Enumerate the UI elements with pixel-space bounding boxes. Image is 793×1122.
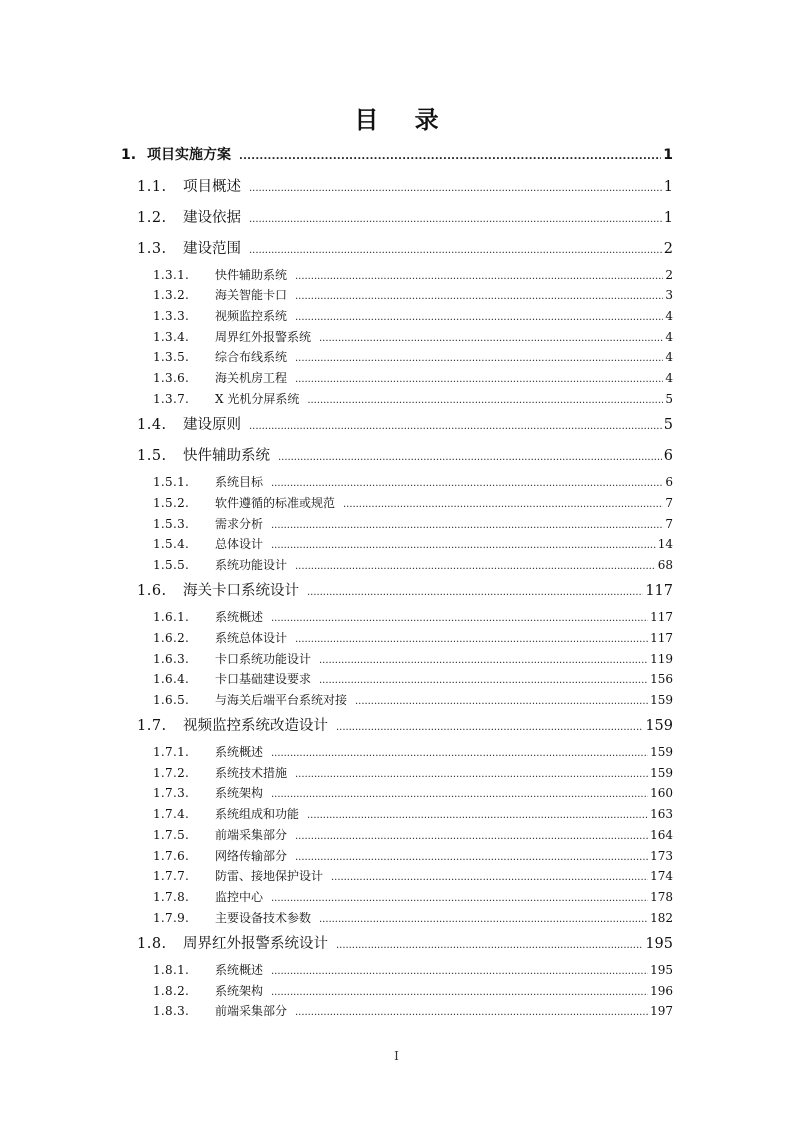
toc-entry-level-2[interactable] xyxy=(137,238,673,260)
toc-entry-level-3[interactable] xyxy=(153,886,673,908)
dot-leader xyxy=(249,207,662,229)
page-number-footer: I xyxy=(394,1049,399,1063)
toc-entry-title: 总体设计 xyxy=(215,537,264,551)
toc-entry-title: 网络传输部分 xyxy=(215,849,288,863)
toc-entry-level-2[interactable] xyxy=(137,580,673,602)
dot-leader xyxy=(271,886,648,908)
toc-entry-title: 快件辅助系统 xyxy=(183,448,270,464)
toc-entry-level-3[interactable] xyxy=(153,668,673,690)
toc-entry-level-3[interactable] xyxy=(153,865,673,887)
toc-entry-page-number: 159 xyxy=(645,718,673,734)
toc-entry-page-number: 178 xyxy=(650,890,673,904)
toc-entry-number: 1.7.8. xyxy=(153,890,190,904)
dot-leader xyxy=(271,959,648,981)
toc-entry-title: 前端采集部分 xyxy=(215,828,288,842)
toc-entry-number: 1.8.1. xyxy=(153,963,190,977)
toc-entry-number: 1.8.2. xyxy=(153,984,190,998)
dot-leader xyxy=(307,388,663,410)
toc-entry-level-2[interactable] xyxy=(137,715,673,737)
toc-entry-page-number: 156 xyxy=(650,672,673,686)
dot-leader xyxy=(271,513,663,535)
toc-entry-title: 海关卡口系统设计 xyxy=(183,583,299,599)
toc-entry-number: 1.5.2. xyxy=(153,496,190,510)
toc-entry-page-number: 164 xyxy=(650,828,673,842)
toc-entry-page-number: 195 xyxy=(650,963,673,977)
toc-entry-number: 1.5. xyxy=(137,448,167,464)
toc-entry-title: 建设依据 xyxy=(183,210,241,226)
toc-entry-title: 防雷、接地保护设计 xyxy=(215,869,324,883)
toc-entry-title: 系统技术措施 xyxy=(215,766,288,780)
toc-entry-level-3[interactable] xyxy=(153,492,673,514)
toc-entry-title: 系统架构 xyxy=(215,984,264,998)
dot-leader xyxy=(319,668,648,690)
toc-entry-level-3[interactable] xyxy=(153,326,673,348)
toc-entry-page-number: 196 xyxy=(650,984,673,998)
toc-entry-title: 系统功能设计 xyxy=(215,558,288,572)
dot-leader xyxy=(295,762,648,784)
toc-entry-level-3[interactable] xyxy=(153,533,673,555)
dot-leader xyxy=(319,648,648,670)
toc-entry-title: 系统概述 xyxy=(215,745,264,759)
toc-entry-number: 1.6. xyxy=(137,583,167,599)
toc-entry-title: 周界红外报警系统 xyxy=(215,330,312,344)
toc-entry-level-2[interactable] xyxy=(137,207,673,229)
toc-entry-level-3[interactable] xyxy=(153,959,673,981)
toc-entry-number: 1.3.2. xyxy=(153,288,190,302)
toc-entry-level-3[interactable] xyxy=(153,782,673,804)
dot-leader xyxy=(295,845,648,867)
toc-entry-page-number: 197 xyxy=(650,1004,673,1018)
toc-entry-level-2[interactable] xyxy=(137,414,673,436)
toc-entry-page-number: 4 xyxy=(665,330,673,344)
toc-entry-page-number: 4 xyxy=(665,309,673,323)
toc-entry-page-number: 6 xyxy=(663,448,673,464)
dot-leader xyxy=(355,689,648,711)
toc-entry-number: 1.7. xyxy=(137,718,167,734)
dot-leader xyxy=(271,782,648,804)
toc-entry-level-3[interactable] xyxy=(153,689,673,711)
toc-entry-title: 前端采集部分 xyxy=(215,1004,288,1018)
toc-entry-title: 卡口基础建设要求 xyxy=(215,672,312,686)
toc-entry-level-3[interactable] xyxy=(153,907,673,929)
toc-entry-level-3[interactable] xyxy=(153,305,673,327)
toc-entry-number: 1.6.5. xyxy=(153,693,190,707)
toc-entry-title: 视频监控系统改造设计 xyxy=(183,718,328,734)
dot-leader xyxy=(319,326,663,348)
toc-entry-number: 1.7.5. xyxy=(153,828,190,842)
toc-entry-number: 1.6.1. xyxy=(153,610,190,624)
toc-entry-page-number: 7 xyxy=(665,496,673,510)
toc-entry-number: 1.7.4. xyxy=(153,807,190,821)
toc-entry-page-number: 68 xyxy=(657,558,673,572)
toc-entry-title: 项目概述 xyxy=(183,179,241,195)
toc-entry-page-number: 2 xyxy=(663,241,673,257)
toc-entry-level-3[interactable] xyxy=(153,606,673,628)
toc-entry-number: 1.6.4. xyxy=(153,672,190,686)
toc-entry-number: 1. xyxy=(121,147,137,163)
dot-leader xyxy=(249,414,662,436)
dot-leader xyxy=(271,741,648,763)
toc-entry-number: 1.3.3. xyxy=(153,309,190,323)
toc-entry-title: 海关机房工程 xyxy=(215,371,288,385)
toc-entry-number: 1.5.5. xyxy=(153,558,190,572)
toc-entry-title: 周界红外报警系统设计 xyxy=(183,936,328,952)
toc-entry-page-number: 14 xyxy=(657,537,673,551)
toc-entry-page-number: 1 xyxy=(663,210,673,226)
toc-entry-number: 1.3.7. xyxy=(153,392,190,406)
toc-entry-page-number: 159 xyxy=(650,693,673,707)
toc-entry-title: 视频监控系统 xyxy=(215,309,288,323)
toc-entry-title: 系统概述 xyxy=(215,963,264,977)
toc-entry-level-3[interactable] xyxy=(153,554,673,576)
toc-entry-number: 1.5.1. xyxy=(153,475,190,489)
toc-entry-page-number: 3 xyxy=(665,288,673,302)
dot-leader xyxy=(307,580,643,602)
dot-leader xyxy=(295,305,663,327)
toc-entry-title: 卡口系统功能设计 xyxy=(215,652,312,666)
toc-entry-title: 建设原则 xyxy=(183,417,241,433)
dot-leader xyxy=(295,264,663,286)
toc-entry-title: X 光机分屏系统 xyxy=(215,392,300,406)
toc-entry-page-number: 7 xyxy=(665,517,673,531)
toc-entry-number: 1.8.3. xyxy=(153,1004,190,1018)
dot-leader xyxy=(295,1000,648,1022)
toc-entry-page-number: 2 xyxy=(665,268,673,282)
toc-entry-level-3[interactable] xyxy=(153,803,673,825)
toc-entry-level-3[interactable] xyxy=(153,264,673,286)
toc-entry-title: 快件辅助系统 xyxy=(215,268,288,282)
toc-entry-level-1[interactable] xyxy=(121,144,673,166)
dot-leader xyxy=(271,533,656,555)
toc-entry-level-3[interactable] xyxy=(153,367,673,389)
toc-entry-title: 系统概述 xyxy=(215,610,264,624)
page-title: 目 录 xyxy=(354,106,453,134)
dot-leader xyxy=(295,627,648,649)
toc-entry-title: 建设范围 xyxy=(183,241,241,257)
toc-entry-title: 系统总体设计 xyxy=(215,631,288,645)
dot-leader xyxy=(295,554,656,576)
toc-entry-number: 1.5.4. xyxy=(153,537,190,551)
toc-entry-level-3[interactable] xyxy=(153,762,673,784)
toc-entry-title: 系统架构 xyxy=(215,786,264,800)
dot-leader xyxy=(307,803,648,825)
toc-entry-page-number: 117 xyxy=(645,583,673,599)
toc-entry-level-3[interactable] xyxy=(153,980,673,1002)
toc-entry-level-2[interactable] xyxy=(137,933,673,955)
toc-entry-page-number: 5 xyxy=(665,392,673,406)
dot-leader xyxy=(271,606,648,628)
toc-entry-title: 综合布线系统 xyxy=(215,350,288,364)
toc-entry-title: 系统组成和功能 xyxy=(215,807,300,821)
toc-entry-page-number: 117 xyxy=(650,631,673,645)
toc-entry-page-number: 1 xyxy=(663,179,673,195)
toc-entry-number: 1.8. xyxy=(137,936,167,952)
dot-leader xyxy=(295,284,663,306)
toc-entry-number: 1.4. xyxy=(137,417,167,433)
toc-entry-number: 1.6.3. xyxy=(153,652,190,666)
toc-entry-title: 与海关后端平台系统对接 xyxy=(215,693,348,707)
toc-entry-number: 1.6.2. xyxy=(153,631,190,645)
toc-entry-page-number: 159 xyxy=(650,745,673,759)
toc-entry-page-number: 195 xyxy=(645,936,673,952)
toc-entry-level-3[interactable] xyxy=(153,648,673,670)
toc-entry-page-number: 4 xyxy=(665,350,673,364)
toc-entry-number: 1.3.1. xyxy=(153,268,190,282)
toc-entry-level-3[interactable] xyxy=(153,513,673,535)
toc-entry-level-3[interactable] xyxy=(153,627,673,649)
toc-entry-title: 软件遵循的标准或规范 xyxy=(215,496,336,510)
toc-entry-number: 1.7.3. xyxy=(153,786,190,800)
toc-entry-level-3[interactable] xyxy=(153,741,673,763)
dot-leader xyxy=(295,367,663,389)
toc-entry-page-number: 173 xyxy=(650,849,673,863)
toc-entry-number: 1.2. xyxy=(137,210,167,226)
dot-leader xyxy=(239,144,661,166)
toc-entry-level-3[interactable] xyxy=(153,824,673,846)
dot-leader xyxy=(319,907,648,929)
toc-entry-number: 1.5.3. xyxy=(153,517,190,531)
toc-entry-level-3[interactable] xyxy=(153,284,673,306)
toc-entry-level-2[interactable] xyxy=(137,445,673,467)
toc-entry-number: 1.7.6. xyxy=(153,849,190,863)
toc-entry-page-number: 1 xyxy=(663,147,673,163)
toc-entry-title: 项目实施方案 xyxy=(147,147,231,163)
toc-entry-number: 1.3. xyxy=(137,241,167,257)
toc-entry-number: 1.7.1. xyxy=(153,745,190,759)
dot-leader xyxy=(295,346,663,368)
dot-leader xyxy=(271,980,648,1002)
toc-entry-number: 1.3.4. xyxy=(153,330,190,344)
toc-entry-page-number: 5 xyxy=(663,417,673,433)
toc-entry-number: 1.7.2. xyxy=(153,766,190,780)
toc-entry-page-number: 4 xyxy=(665,371,673,385)
dot-leader xyxy=(278,445,662,467)
dot-leader xyxy=(336,933,643,955)
dot-leader xyxy=(331,865,648,887)
toc-entry-title: 系统目标 xyxy=(215,475,264,489)
dot-leader xyxy=(336,715,643,737)
toc-entry-level-3[interactable] xyxy=(153,1000,673,1022)
toc-entry-title: 海关智能卡口 xyxy=(215,288,288,302)
toc-entry-page-number: 117 xyxy=(650,610,673,624)
toc-entry-title: 需求分析 xyxy=(215,517,264,531)
dot-leader xyxy=(343,492,663,514)
toc-entry-level-3[interactable] xyxy=(153,346,673,368)
toc-entry-page-number: 163 xyxy=(650,807,673,821)
toc-entry-page-number: 174 xyxy=(650,869,673,883)
toc-entry-number: 1.7.9. xyxy=(153,911,190,925)
dot-leader xyxy=(249,176,662,198)
dot-leader xyxy=(295,824,648,846)
toc-entry-title: 监控中心 xyxy=(215,890,264,904)
toc-entry-page-number: 182 xyxy=(650,911,673,925)
toc-entry-number: 1.1. xyxy=(137,179,167,195)
toc-entry-title: 主要设备技术参数 xyxy=(215,911,312,925)
toc-entry-page-number: 6 xyxy=(665,475,673,489)
toc-entry-level-3[interactable] xyxy=(153,471,673,493)
dot-leader xyxy=(249,238,662,260)
toc-entry-level-3[interactable] xyxy=(153,845,673,867)
toc-entry-page-number: 159 xyxy=(650,766,673,780)
toc-entry-number: 1.3.6. xyxy=(153,371,190,385)
toc-entry-page-number: 160 xyxy=(650,786,673,800)
toc-entry-page-number: 119 xyxy=(650,652,673,666)
toc-entry-number: 1.3.5. xyxy=(153,350,190,364)
toc-entry-number: 1.7.7. xyxy=(153,869,190,883)
toc-entry-level-3[interactable] xyxy=(153,388,673,410)
dot-leader xyxy=(271,471,663,493)
toc-entry-level-2[interactable] xyxy=(137,176,673,198)
